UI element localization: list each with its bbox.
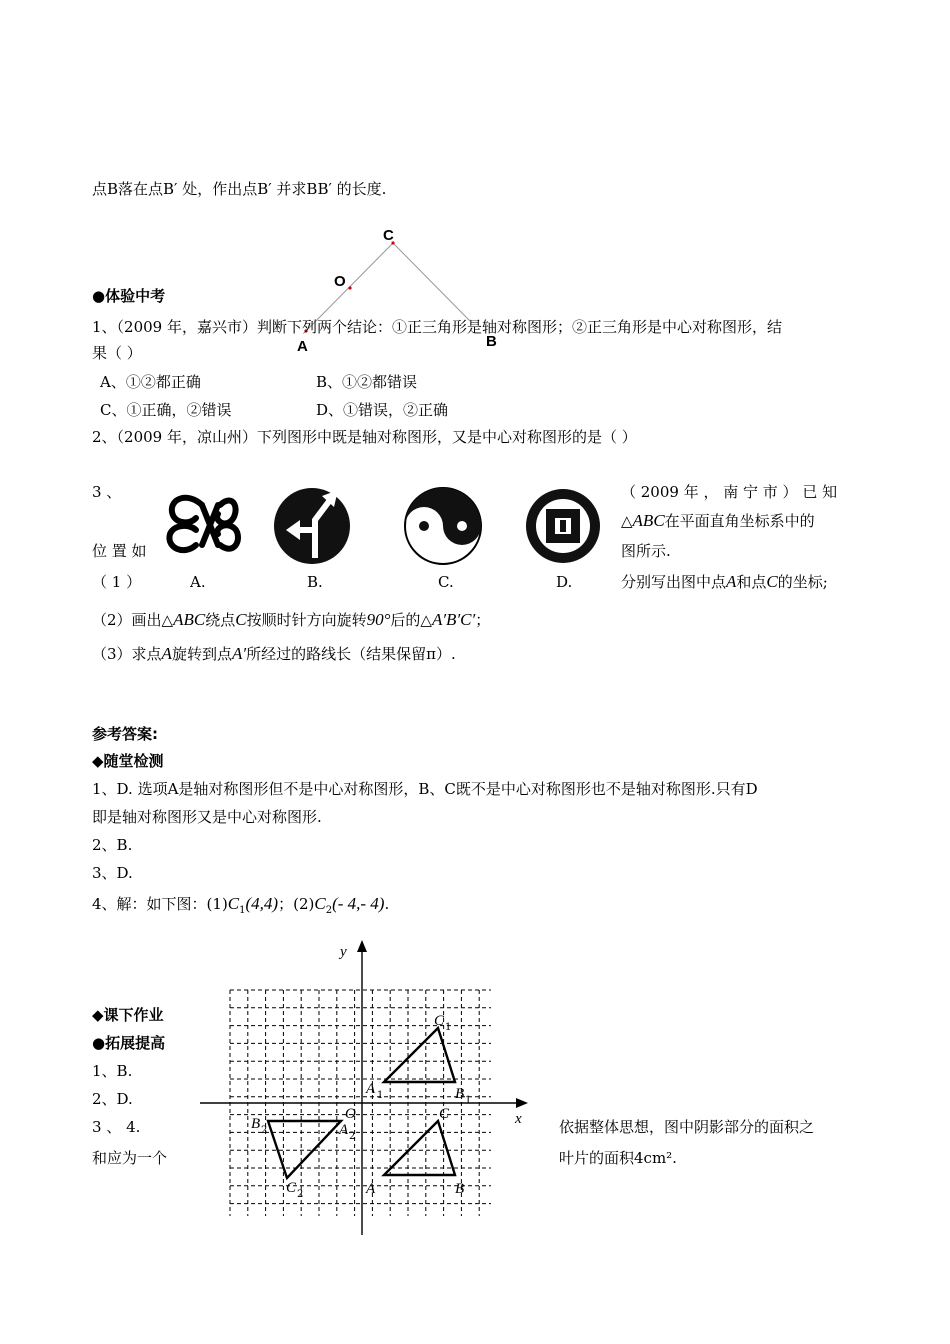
q3-right-line4: 分别写出图中点A和点C的坐标; [621,572,828,591]
q1-option-d: D、①错误，②正确 [316,401,449,419]
q3-number: 3 、 [92,483,122,501]
label-b2-sub: 2 [261,1125,268,1136]
hw-answer-3-right: 依据整体思想，图中阴影部分的面积之 [559,1118,815,1136]
q1-option-b: B、①②都错误 [316,373,418,391]
triangle-a1b1c1 [384,1028,455,1082]
q3-right-line1: （ 2009 年 ， 南 宁 市 ） 已 知 [621,483,838,501]
triangle-a2b2c2 [268,1121,341,1178]
hw-answer-2: 2、D. [92,1090,133,1108]
intro-line: 点B落在点B′ 处，作出点B′ 并求BB′ 的长度. [92,180,387,198]
q2-text: 2、（2009 年，凉山州）下列图形中既是轴对称图形，又是中心对称图形的是（ ） [92,428,637,446]
symbol-label-d: D. [556,573,573,591]
fig-label-b: B [486,333,497,350]
label-b2: B [251,1116,261,1132]
answer-2: 2、B. [92,836,133,854]
q1-line2: 果（ ） [92,344,142,362]
answer-1-line2: 即是轴对称图形又是中心对称图形. [92,808,322,826]
x-axis-arrow [516,1098,528,1108]
label-a2: A [339,1122,349,1138]
label-c2-sub: 2 [297,1189,304,1200]
answers-title: 参考答案: [92,725,158,743]
q3-left-line2: 位 置 如 [92,542,147,560]
fig-label-c: C [383,227,394,244]
q3-part2: （2）画出△ABC绕点C按顺时针方向旋转90°后的△A′B′C′； [92,610,491,629]
q3-left-line3: （ 1 ） [92,573,142,591]
y-axis-label: y [340,944,347,960]
y-axis-arrow [357,940,367,952]
section-class-check: ◆随堂检测 [92,752,164,770]
hw-answer-4-left: 和应为一个 [92,1149,168,1167]
q1-option-c: C、①正确，②错误 [100,401,232,419]
q1-option-a: A、①②都正确 [100,373,201,391]
symbol-label-b: B. [307,573,323,591]
origin-label: O [345,1106,356,1122]
x-axis-label: x [515,1111,522,1127]
label-b1: B [455,1086,465,1102]
fig-label-o: O [334,273,346,290]
hw-answer-4-right: 叶片的面积4cm². [559,1149,677,1167]
symbol-label-c: C. [438,573,454,591]
label-a2-sub: 2 [349,1131,356,1142]
q1-line1: 1、（2009 年，嘉兴市）判断下列两个结论：①正三角形是轴对称图形；②正三角形是中心对称图形，结 [92,318,782,336]
section-exam: ●体验中考 [92,287,166,305]
triangle-abc [384,1121,455,1175]
label-a: A [366,1181,376,1197]
label-a1: A [366,1081,376,1097]
hw-answer-3: 3 、 4. [92,1118,141,1136]
hw-answer-1: 1、B. [92,1062,133,1080]
label-a1-sub: 1 [377,1090,384,1101]
q3-right-line3: 图所示. [621,542,671,560]
section-extension: ●拓展提高 [92,1034,166,1052]
fig-label-a: A [297,338,308,355]
label-b: B [455,1181,465,1197]
section-homework: ◆课下作业 [92,1006,164,1024]
symbol-label-a: A. [190,573,206,591]
label-b1-sub: 1 [465,1095,472,1106]
label-c2: C [286,1180,297,1196]
answer-3: 3、D. [92,864,133,882]
answer-1-line1: 1、D. 选项A是轴对称图形但不是中心对称图形，B、C既不是中心对称图形也不是轴对称图形.只有D [92,780,758,798]
label-c1-sub: 1 [445,1022,452,1033]
label-c1: C [434,1013,445,1029]
answer-4: 4、解：如下图：$(1)C_1(4,4)$；$(2)C_2(-$ 4,- 4). [92,894,390,916]
label-c: C [439,1106,450,1122]
q3-right-line2: △ABC在平面直角坐标系中的 [621,511,815,530]
q3-part3: （3）求点A旋转到点A′所经过的路线长（结果保留π）. [92,644,456,663]
